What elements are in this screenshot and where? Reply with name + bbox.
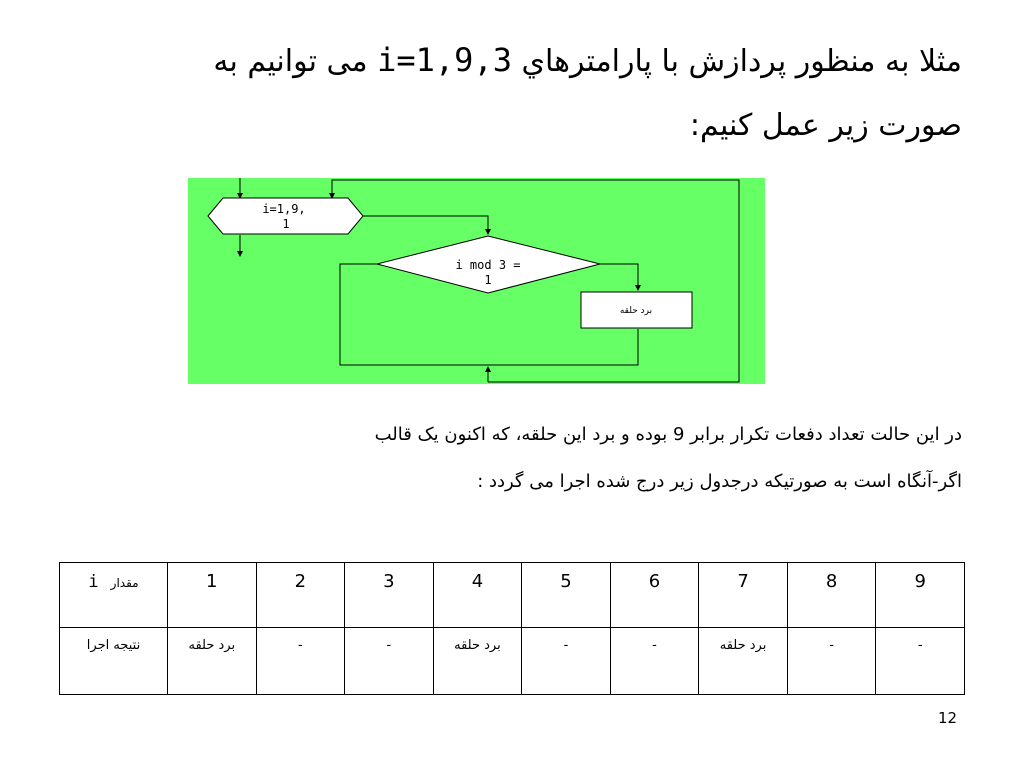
table-cell: - [610,628,699,695]
table-cell: 6 [610,563,699,628]
table-cell: 9 [876,563,965,628]
table-cell: 7 [699,563,788,628]
table-header-cell [60,563,168,628]
title-prefix: مثلا به منظور پردازش با پارامترهاي [521,44,962,79]
table-cell: 1 [168,563,257,628]
table-cell: - [787,628,876,695]
header-label: مقدار [110,576,139,590]
table-cell: - [256,628,345,695]
slide-title-line-1 [213,40,962,82]
condition-label-line-2: 1 [484,273,492,287]
table-cell: 5 [522,563,611,628]
title-code: i=1,9,3 [377,41,512,79]
table-cell: 3 [345,563,434,628]
title-suffix: می توانیم به [213,44,368,79]
result-header-cell: نتیجه اجرا [60,628,168,695]
loop-label-line-2: 1 [282,217,290,231]
condition-label-line-1: i mod 3 = [455,258,521,272]
table-row-values [60,563,965,628]
table-cell: 4 [433,563,522,628]
table-row-results [60,628,965,695]
process-label: برد حلقه [619,306,653,316]
flowchart [188,178,765,384]
table-cell: - [876,628,965,695]
table-cell: 8 [787,563,876,628]
table-cell: برد حلقه [699,628,788,695]
paragraph-line-1: در این حالت تعداد دفعات تکرار برابر 9 بوده و برد این حلقه، که اکنون یک قالب [374,424,962,445]
iteration-table [59,562,965,695]
table-cell: - [522,628,611,695]
table-cell: برد حلقه [433,628,522,695]
page-number: 12 [938,709,958,727]
table-cell: 2 [256,563,345,628]
table-cell: برد حلقه [168,628,257,695]
loop-label-line-1: i=1,9, [262,202,306,216]
slide-title-line-2: صورت زیر عمل کنیم: [689,108,962,143]
header-variable: i [88,572,99,592]
table-cell: - [345,628,434,695]
paragraph-line-2: اگر-آنگاه است به صورتیکه درجدول زیر درج شده اجرا می گردد : [477,471,962,492]
